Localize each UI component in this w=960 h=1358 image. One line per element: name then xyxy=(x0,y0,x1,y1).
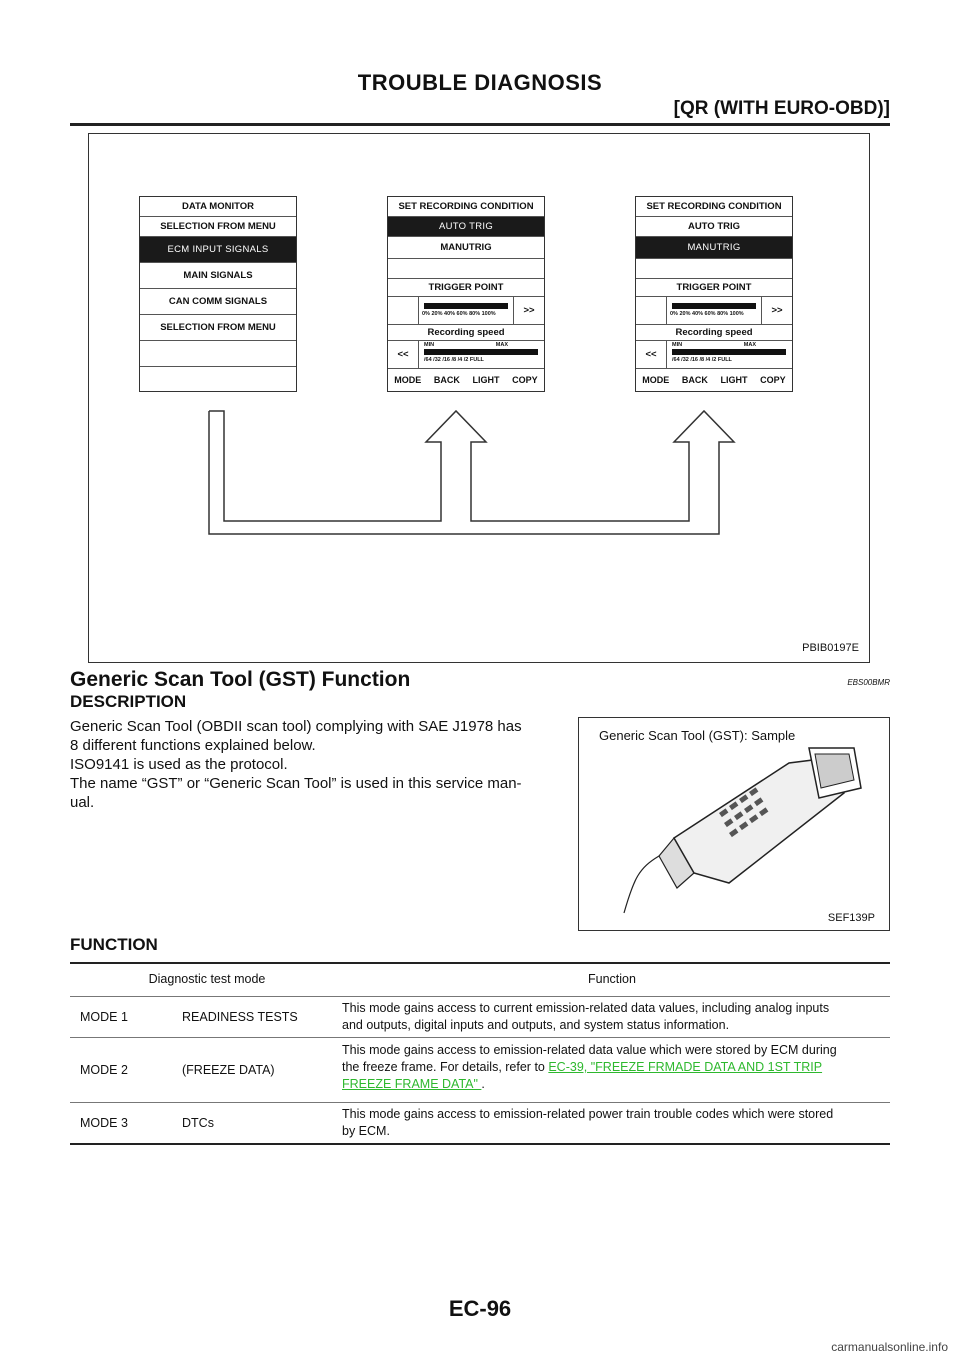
manu-trig-selected: MANUTRIG xyxy=(636,237,792,259)
function-cell xyxy=(342,1042,882,1093)
function-line: and outputs, digital inputs and outputs, and system status information. xyxy=(342,1018,730,1032)
function-line: by ECM. xyxy=(342,1124,390,1138)
min-label: MIN xyxy=(424,342,435,348)
description-heading: DESCRIPTION xyxy=(70,692,187,711)
cross-reference-link-cont[interactable]: FREEZE FRAME DATA" xyxy=(342,1077,482,1091)
mode-name-cell: READINESS TESTS xyxy=(182,1010,298,1024)
section-title: Generic Scan Tool (GST) Function xyxy=(70,668,411,691)
min-label: MIN xyxy=(672,342,683,348)
description-line: ISO9141 is used as the protocol. xyxy=(70,756,288,773)
recording-speed-label: Recording speed xyxy=(636,325,792,341)
speed-scale: /64 /32 /16 /8 /4 /2 FULL xyxy=(424,357,484,363)
prev-arrow: << xyxy=(388,341,419,368)
manu-trig: MANUTRIG xyxy=(388,237,544,259)
scan-tool-illustration xyxy=(579,718,889,930)
function-line xyxy=(342,1076,882,1093)
mode-name-cell: DTCs xyxy=(182,1116,214,1130)
panel-row: SELECTION FROM MENU xyxy=(140,315,296,341)
function-line: This mode gains access to current emission-related data values, including analog inputs xyxy=(342,1001,830,1015)
next-arrow: >> xyxy=(513,297,544,324)
table-row xyxy=(70,997,890,1038)
function-line xyxy=(342,1059,882,1076)
consult-screens-figure xyxy=(88,133,870,663)
description-line: The name “GST” or “Generic Scan Tool” is used in this service man- xyxy=(70,775,522,792)
panel-title: SET RECORDING CONDITION xyxy=(388,197,544,217)
table-row xyxy=(70,1103,890,1143)
percent-scale: 0% 20% 40% 60% 80% 100% xyxy=(422,311,496,317)
function-text: . xyxy=(481,1077,485,1091)
copy-button: COPY xyxy=(512,375,538,385)
trigger-point-label: TRIGGER POINT xyxy=(388,279,544,297)
speed-scale: /64 /32 /16 /8 /4 /2 FULL xyxy=(672,357,732,363)
cross-reference-link[interactable]: EC-39, "FREEZE FRMADE DATA AND 1ST TRIP xyxy=(548,1060,823,1074)
function-text: the freeze frame. For details, refer to xyxy=(342,1060,549,1074)
panel-row: CAN COMM SIGNALS xyxy=(140,289,296,315)
auto-trig: AUTO TRIG xyxy=(636,217,792,237)
panel-row-selected: ECM INPUT SIGNALS xyxy=(140,237,296,263)
mode-cell: MODE 3 xyxy=(80,1116,128,1130)
copy-button: COPY xyxy=(760,375,786,385)
header-divider xyxy=(70,123,890,126)
section-code: EBS00BMR xyxy=(847,678,890,687)
page-section-title: TROUBLE DIAGNOSIS xyxy=(357,70,603,95)
mode-cell: MODE 1 xyxy=(80,1010,128,1024)
panel-row: DATA MONITOR xyxy=(140,197,296,217)
description-line: Generic Scan Tool (OBDII scan tool) complying with SAE J1978 has xyxy=(70,718,522,735)
description-line: 8 different functions explained below. xyxy=(70,737,316,754)
next-arrow: >> xyxy=(761,297,792,324)
description-line: ual. xyxy=(70,794,95,811)
auto-trig-selected: AUTO TRIG xyxy=(388,217,544,237)
function-line: This mode gains access to emission-related data value which were stored by ECM during xyxy=(342,1043,837,1057)
table-header xyxy=(70,964,890,997)
watermark: carmanualsonline.info xyxy=(831,1340,948,1354)
light-button: LIGHT xyxy=(472,375,500,385)
page-number: EC-96 xyxy=(448,1296,512,1321)
header-function: Function xyxy=(588,972,636,986)
table-row xyxy=(70,1038,890,1103)
panel-row: SELECTION FROM MENU xyxy=(140,217,296,237)
function-line: This mode gains access to emission-related power train trouble codes which were stored xyxy=(342,1107,834,1121)
panel-title: SET RECORDING CONDITION xyxy=(636,197,792,217)
figure-code: SEF139P xyxy=(827,912,875,924)
panel-row: MAIN SIGNALS xyxy=(140,263,296,289)
flow-arrow-outline xyxy=(209,411,734,534)
back-button: BACK xyxy=(681,375,708,385)
function-heading: FUNCTION xyxy=(70,935,158,954)
recording-speed-label: Recording speed xyxy=(388,325,544,341)
mode-name-cell: (FREEZE DATA) xyxy=(182,1063,275,1077)
mode-button: MODE xyxy=(394,375,422,385)
percent-scale: 0% 20% 40% 60% 80% 100% xyxy=(670,311,744,317)
back-button: BACK xyxy=(433,375,460,385)
header-mode: Diagnostic test mode xyxy=(148,972,266,986)
prev-arrow: << xyxy=(636,341,667,368)
mode-button: MODE xyxy=(642,375,670,385)
figure-caption: Generic Scan Tool (GST): Sample xyxy=(599,728,796,743)
engine-variant-label: [QR (WITH EURO-OBD)] xyxy=(673,98,890,119)
trigger-point-label: TRIGGER POINT xyxy=(636,279,792,297)
function-table xyxy=(70,962,890,1145)
light-button: LIGHT xyxy=(720,375,748,385)
max-label: MAX xyxy=(743,342,756,348)
gst-sample-figure xyxy=(578,717,890,931)
function-cell xyxy=(342,1106,882,1140)
function-cell xyxy=(342,1000,882,1034)
mode-cell: MODE 2 xyxy=(80,1063,128,1077)
max-label: MAX xyxy=(495,342,508,348)
figure-code: PBIB0197E xyxy=(802,642,859,654)
flow-arrows xyxy=(89,134,869,662)
